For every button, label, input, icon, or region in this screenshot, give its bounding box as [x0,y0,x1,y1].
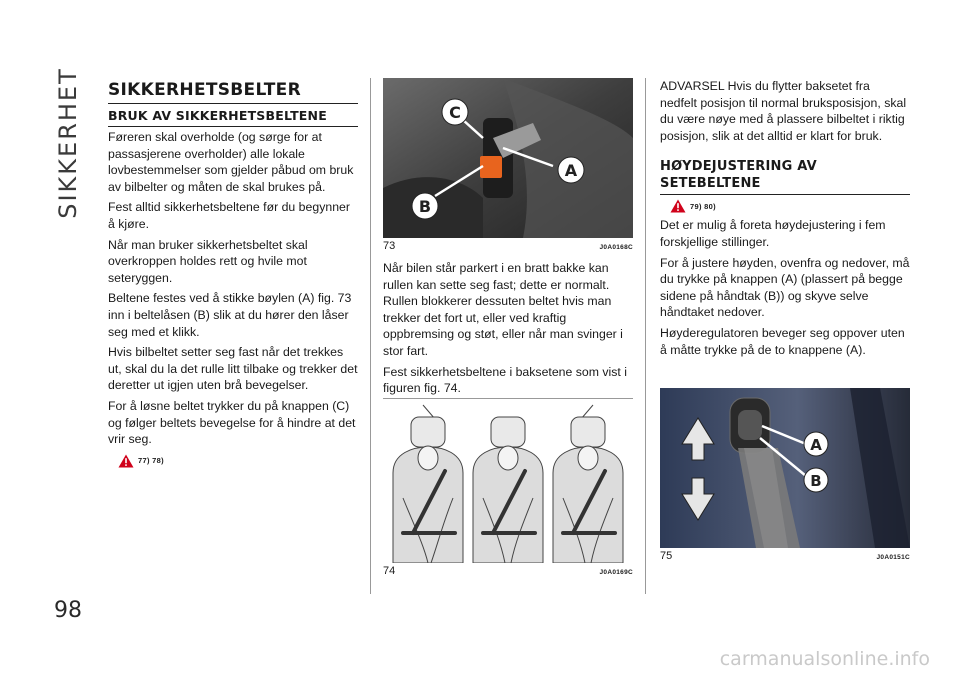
figure-74 [383,398,633,577]
warning-triangle-icon [118,454,134,468]
column-divider [645,78,646,594]
paragraph: Høyderegulatoren beveger seg oppover uten å måtte trykke på de to knappene (A). [660,325,905,357]
paragraph: Fest alltid sikkerhetsbeltene før du begynner å kjøre. [108,200,350,231]
section-side-title [50,67,86,219]
paragraph: Fest sikkerhetsbeltene i baksetene som vist i figuren fig. 74. [383,364,627,396]
figure-caption [383,240,633,252]
paragraph: For å justere høyden, ovenfra og nedover, må du trykke på knappen (A) (plassert på begge sidene på håndtak (B)) og skyve selve håndtaket nedover. [660,255,910,320]
column-2 [383,78,633,598]
seatbelt-height-adjuster-image [660,388,910,548]
paragraph: Føreren skal overholde (og sørge for at passasjerene overholder) alle lokale lovbestemmelser som gjelder påbud om bruk av bilbelter og måten de skal brukes på. [108,130,354,194]
label-b: B [418,197,432,216]
label-b: B [810,472,822,490]
figure-number: 73 [383,240,396,252]
figure-code: J0A0169C [599,569,633,576]
figure-caption [383,565,633,577]
paragraph: ADVARSEL Hvis du flytter baksetet fra nedfelt posisjon til normal bruksposisjon, skal du være nøye med å plassere bilbeltet i riktig posisjon, slik at det alltid er klart for bruk. [660,79,907,143]
figure-75 [660,388,910,562]
watermark: carmanualsonline.info [719,648,930,670]
column-3 [660,78,910,598]
paragraph: Når man bruker sikkerhetsbeltet skal overkroppen holdes rett og hvile mot seteryggen. [108,237,308,285]
label-c: C [449,103,461,122]
figure-number: 75 [660,550,673,562]
label-a: A [810,436,822,454]
figure-caption [660,550,910,562]
warning-triangle-icon [670,199,686,213]
paragraph: Det er mulig å foreta høydejustering i fem forskjellige stillinger. [660,218,886,249]
paragraph: Beltene festes ved å stikke bøylen (A) fig. 73 inn i beltelåsen (B) slik at du hører den låser seg med et klikk. [108,291,352,339]
warning-reference [118,454,358,468]
label-a: A [564,161,578,180]
paragraph: Når bilen står parkert i en bratt bakke kan rullen kan sette seg fast; dette er normalt. Rullen blokkerer dessuten beltet hvis man trekker det fort ut, eller ved kraftig oppbremsing og støt, eller når man svinger i stor fart. [383,261,623,358]
subsection-heading: BRUK AV SIKKERHETSBELTENE [108,108,358,127]
figure-73 [383,78,633,252]
section-heading: SIKKERHETSBELTER [108,80,358,104]
figure-number: 74 [383,565,396,577]
warning-refs: 79) 80) [690,201,716,211]
warning-reference [670,199,910,213]
column-divider [370,78,371,594]
warning-refs: 77) 78) [138,456,164,466]
rear-seats-belts-image [383,403,633,563]
section-side-title-text: SIKKERHET [54,67,82,219]
seatbelt-buckle-image [383,78,633,238]
subsection-heading: HØYDEJUSTERING AV SETEBELTENE [660,158,910,195]
figure-code: J0A0168C [599,244,633,251]
paragraph: Hvis bilbeltet setter seg fast når det trekkes ut, skal du la det rulle litt tilbake og trekker det deretter ut igjen uten brå bevegelser. [108,345,358,393]
page-number: 98 [54,598,82,623]
paragraph: For å løsne beltet trykker du på knappen (C) og følger beltets bevegelse for å hindre at det vrir seg. [108,398,356,447]
column-1 [108,78,358,468]
figure-code: J0A0151C [876,554,910,561]
column-2-text [383,260,633,401]
